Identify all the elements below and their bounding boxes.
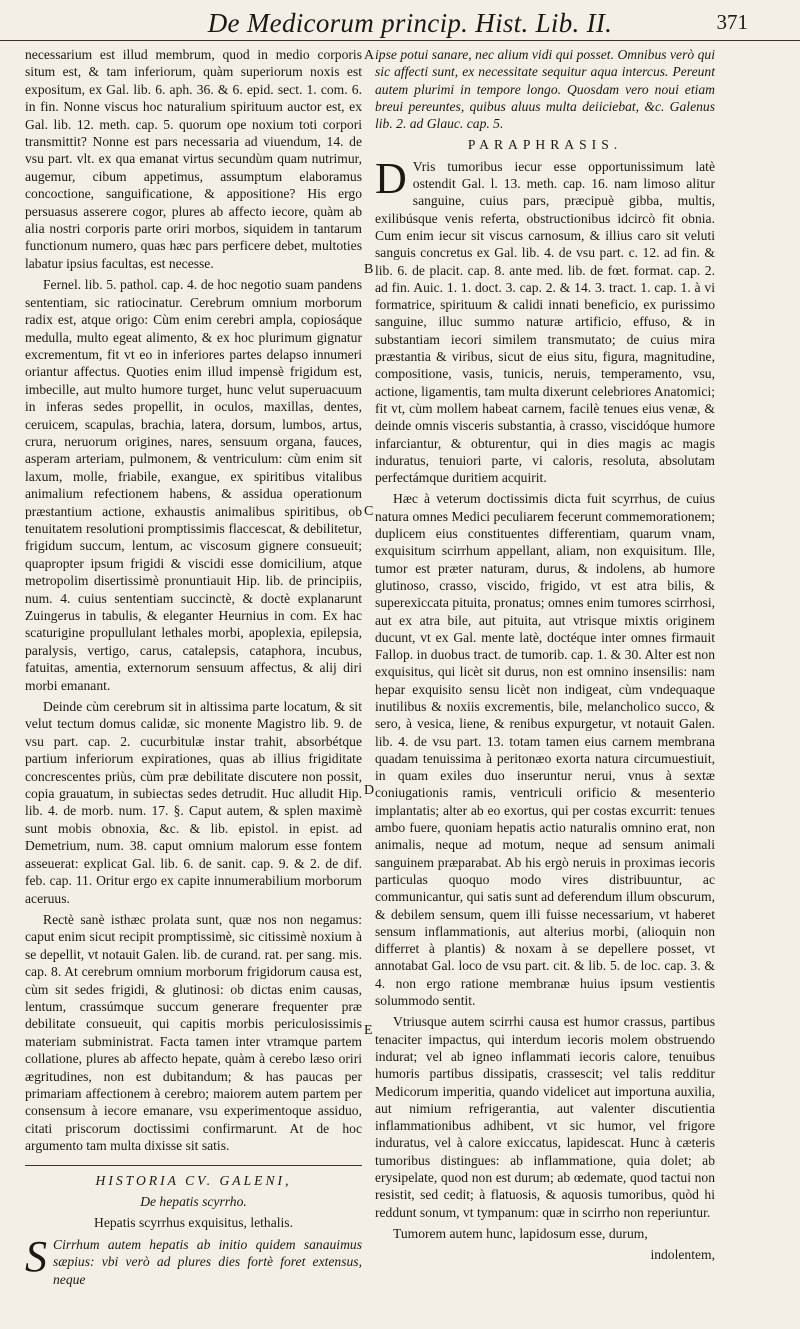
right-paragraph [375, 153, 715, 487]
right-paragraph: Tumorem autem hunc, lapidosum esse, durum, [393, 1225, 648, 1241]
running-head [0, 8, 800, 41]
right-paragraph: Hæc à veterum doctissimis dicta fuit scyrrhus, de cuius natura omnes Medici peculiarem fecerunt commemorationem; duplicem eius constituentes differentiam, quarum vnam, exquisitum scirrhum appellant, aliam, non exquisitum. Ille, tumor est præter naturam, durus, & indolens, ab humore glutinoso, crasso, viscido, frigido, vt est atra bilis, & superexiccata pituita, pronatus; omnes enim tumores scirrhosi, aut ex atra bile, aut pituita, aut vtrisque mixtis originem ducunt, vt ex Gal. mente latè, doctéque inter omnes firmauit Fallop. in duobus tract. de tumorib. cap. 1. & 30. Alter est non exquisitus, qui licèt sit durus, non est omnino insensilis: nam hepar exquisito sensu licèt non indigeat, cùm vndequaque inutilibus & noxiis excrementis, bile, melancholico succo, & sero, à vesica, liene, & renibus expurgetur, vt notauit Galen. lib. 4. de vsu part. 13. totam tamen eius carnem membrana quadam tenuissima à peritonæo exorta natura circumuestiuit, in quam exiles duo inseruntur nerui, vnus à sextæ coniugationis ramis, ventriculi orificio & mesenterio implantatis; alter ab eo exortus, qui per costas excurrit: tenues ambo fuere, quoniam hepatis actio naturalis omnino erat, non animalis, neque ad motum, neque ad sensum animali sanguinem præparabat. Ab his ergò neruis in proximas iecoris particulas quoquo modo vires distribuuntur, ac communicantur, qui satis sunt ad deferendum illum obscurum, & debilem sensum, quem illi fuisse necessarium, vt haberet sensum inflammationis, aut alterius morbi, (alioquin non differret à plantis) & noxam à se depellere posset, vt annotabat Gal. loco de vsu part. cit. & lib. 5. de loc. cap. 3. & 4. non ergo ratione membranæ huius ipsum vestientis solummodo sentit. [375, 491, 715, 1009]
paraphrasis-heading: PARAPHRASIS. [467, 137, 623, 153]
left-column [25, 46, 362, 1292]
history-text-body: Cirrhum autem hepatis ab initio quidem sanauimus sæpius: vbi verò ad plures dies fortè foret extensus, neque [53, 1236, 362, 1287]
margin-letter-c: C [364, 504, 374, 519]
left-paragraph: necessarium est illud membrum, quod in medio corporis situm est, & tam inferiorum, quàm superiorum noxis est expositum, ex Gal. lib. 6. aph. 36. & 6. epid. sect. 1. com. 6. in fin. Nonne viscus hoc naturalium spirituum auctor est, ex Gal. lib. 12. meth. cap. 5. quorum ope noxium toti corpori transmittit? Nonne est pars necessaria ad viuendum, 14. de vsu part. vlt. ex qua emanat virtus secundùm quam nutrimur, augemur, cibum appetimus, assumptum elaboramus concoctione, sanguificatione, & appositione? His ergo persuasus asserere cogor, plures ab affecto iecore, quàm ab alia nostri corporis parte oriri morbos, siquidem in tantarum functionum numero, quas hæc pars perficere debet, multoties labatur ipsius facultas, est necesse. [25, 47, 362, 271]
drop-initial: S [25, 1231, 47, 1281]
left-paragraph: Fernel. lib. 5. pathol. cap. 4. de hoc negotio suam pandens sententiam, sic ratiocinatur. Cerebrum omnium morborum radix est, atque origo: Cùm enim cerebri ampla, copiosáque medulla, multo egeat alimento, & ex hoc plurimum gignatur excrementum, fit vt eo in inferiores partes delapso innumeri oriantur affectus. Quoties enim illud impensè frigidum est, imbecille, aut multo humore turget, hunc velut superuacuum in inferas sedes propellit, in oculos, maxillas, dentes, ceruicem, scapulas, brachia, latera, dorsum, lumbos, artus, crura, neruorum origines, nares, sensuum organa, fauces, asperam arteriam, pulmonem, & ventriculum: cùm enim sit laxum, molle, friabile, exangue, ex spiritibus vitalibus animalium refectionem habens, & assidua operationum præstantium actione, exhaustis animalibus spiritibus, ob tenuitatem resolutioni promptissimis flaccescat, & debilitetur, frigidum succum, lentum, ac viscosum gignere consueuit; quapropter ipsum frigidi & viscidi esse domicilium, atque metropolim disertissimè pronuntiauit Hip. lib. de principiis, num. 4. cuius sententiam succinctè, & doctè explanarunt Zuingerus in tabulis, & eleganter Heurnius in com. Ex hac scaturigine propullulant lethales morbi, apoplexia, epilepsia, paralysis, vertigo, carus, catalepsis, cataphora, incubus, fatuitas, amentia, externorum sensuum affectus, & alij diri morbi emanant. [25, 277, 362, 693]
running-title: De Medicorum princip. Hist. Lib. II. [207, 8, 613, 38]
margin-letter-d: D [364, 783, 375, 798]
history-title: HISTORIA CV. GALENI, [95, 1172, 292, 1188]
left-paragraph: Rectè sanè isthæc prolata sunt, quæ nos non negamus: caput enim sicut recipit promptissimè, sic citissimè noxium à se depellit, vt notauit Galen. lib. de curand. rat. per sang. mis. cap. 8. At cerebrum omnium morborum frigidorum causa est, cùm sit sedes frigidi, & glutinosi: ob dictas enim causas, lentum, crassúmque succum generare frequenter præ debilitate consueuit, qui capitis morbis periculosissimis materiam subministrat. Facta tamen inter vtramque partem collatione, plures ab affecto hepate, quàm à cerebo læso oriri ægritudines, non est dubitandum; & has paucas per primariam affectionem à cerebro; maiorem autem partem per consensum à iecore emanare, vsu experimentoque assiduo, citati priscorum doctissimi confirmarunt. At de hoc argumento tam multa dixisse sit satis. [25, 911, 362, 1154]
drop-initial: D [375, 153, 407, 203]
section-divider [25, 1165, 362, 1166]
history-text [25, 1231, 362, 1288]
margin-letter-a: A [364, 48, 375, 63]
right-column [375, 46, 715, 1267]
right-paragraph: Vtriusque autem scirrhi causa est humor crassus, partibus tenaciter impactus, qui interdum iecoris molem obstruendo indurat; vel ab igneo inflammati iecoris calore, tenuibus humoris partibus dissipatis, crassescit; vel talis redditur Medicorum imperitia, quando videlicet aut importuna auxilia, aut nimium refrigerantia, aut valenter discutientia inflammationibus adhibent, vt sic humor, vel frigore induratus, vel à calore exiccatus, lapidescat. Hunc à cæteris tumoribus distingues: ab inflammatione, quia dolet; ab erysipelate, quod non est durum; ab œdemate, quod tactui non resistit, sed cedit; à flatuosis, & aquosis tumoribus, quòd hi reddunt sonum, vt tympanum: quæ in scirrho non reperiuntur. [375, 1014, 715, 1220]
quotation-continuation: ipse potui sanare, nec alium vidi qui posset. Omnibus verò qui sic affecti sunt, ex necessitate sequitur aqua intercus. Pereunt autem plurimi in tempore longo. Quosdam vero noui etiam breui pereuntes, quibus aluus multa deiiciebat, &c. Galenus lib. 2. ad Glauc. cap. 5. [375, 47, 715, 132]
right-paragraph-body: Vris tumoribus iecur esse opportunissimum latè ostendit Gal. l. 13. meth. cap. 16. nam limoso alitur sanguine, cuius pars, præcipuè gibba, multis, exilibúsque venis referta, obstructionibus idcircò fit obnia. Cum enim iecur sit viscus carnosum, & illius caro sit veluti sanguis concretus ex Gal. lib. 4. de vsu part. c. 12. ad fin. & lib. 6. de placit. cap. 8. ante med. lib. de fœt. format. cap. 2. ad fin. Auic. 1. 1. doct. 3. cap. 2. & 14. 3. tract. 1. cap. 1. à vi formatrice, spirituum & calidi innati beneficio, ex purissimo sanguine, illuc summo naturæ artificio, effuso, & in substantiam iecori similem transmutato; de cuius mira præstantia & viribus, sicut de eius situ, figura, magnitudine, compositione, vasis, tunicis, neruis, temperamento, vsu, actione, ligamentis, tam multa dixerunt celebriores Anatomici; fit vt, cùm mollem habeat carnem, facilè tenues eius venæ, & deinde omnis visceris substantia, à crasso, viscidóque humore infarciantur, & obturentur, qui in dies magis ac magis induratus, tenuiori parte, vi caloris, resoluta, absolutam perfectámque duritiem acquirit. [375, 158, 715, 486]
margin-letter-e: E [364, 1023, 373, 1038]
history-subtitle: De hepatis scyrrho. [140, 1194, 247, 1209]
margin-letter-b: B [364, 262, 374, 277]
left-paragraph: Deinde cùm cerebrum sit in altissima parte locatum, & sit velut tectum domus calidæ, sic monente Magistro lib. 9. de vsu part. cap. 2. cucurbitulæ instar trahit, absorbétque partium inferiorum expirationes, quas ab illius frigiditate concrescentes priùs, cùm præ debilitate discutere non possit, copia grauatum, in subiectas sedes detrudit. Huc alludit Hip. lib. 4. de morb. num. 17. §. Caput autem, & splen maximè sunt mobis obnoxia, &c. & lib. epistol. in epist. ad Demetrium, num. 38. caput omnium malorum esse fontem asseuerat: explicat Gal. lib. 6. de sanit. cap. 9. & 2. de dif. feb. cap. 11. Oritur ergo ex capite innumerabilium morborum aceruus. [25, 699, 362, 906]
history-case-title: Hepatis scyrrhus exquisitus, lethalis. [94, 1215, 293, 1231]
catchword: indolentem, [650, 1247, 715, 1263]
page-number: 371 [716, 10, 748, 34]
